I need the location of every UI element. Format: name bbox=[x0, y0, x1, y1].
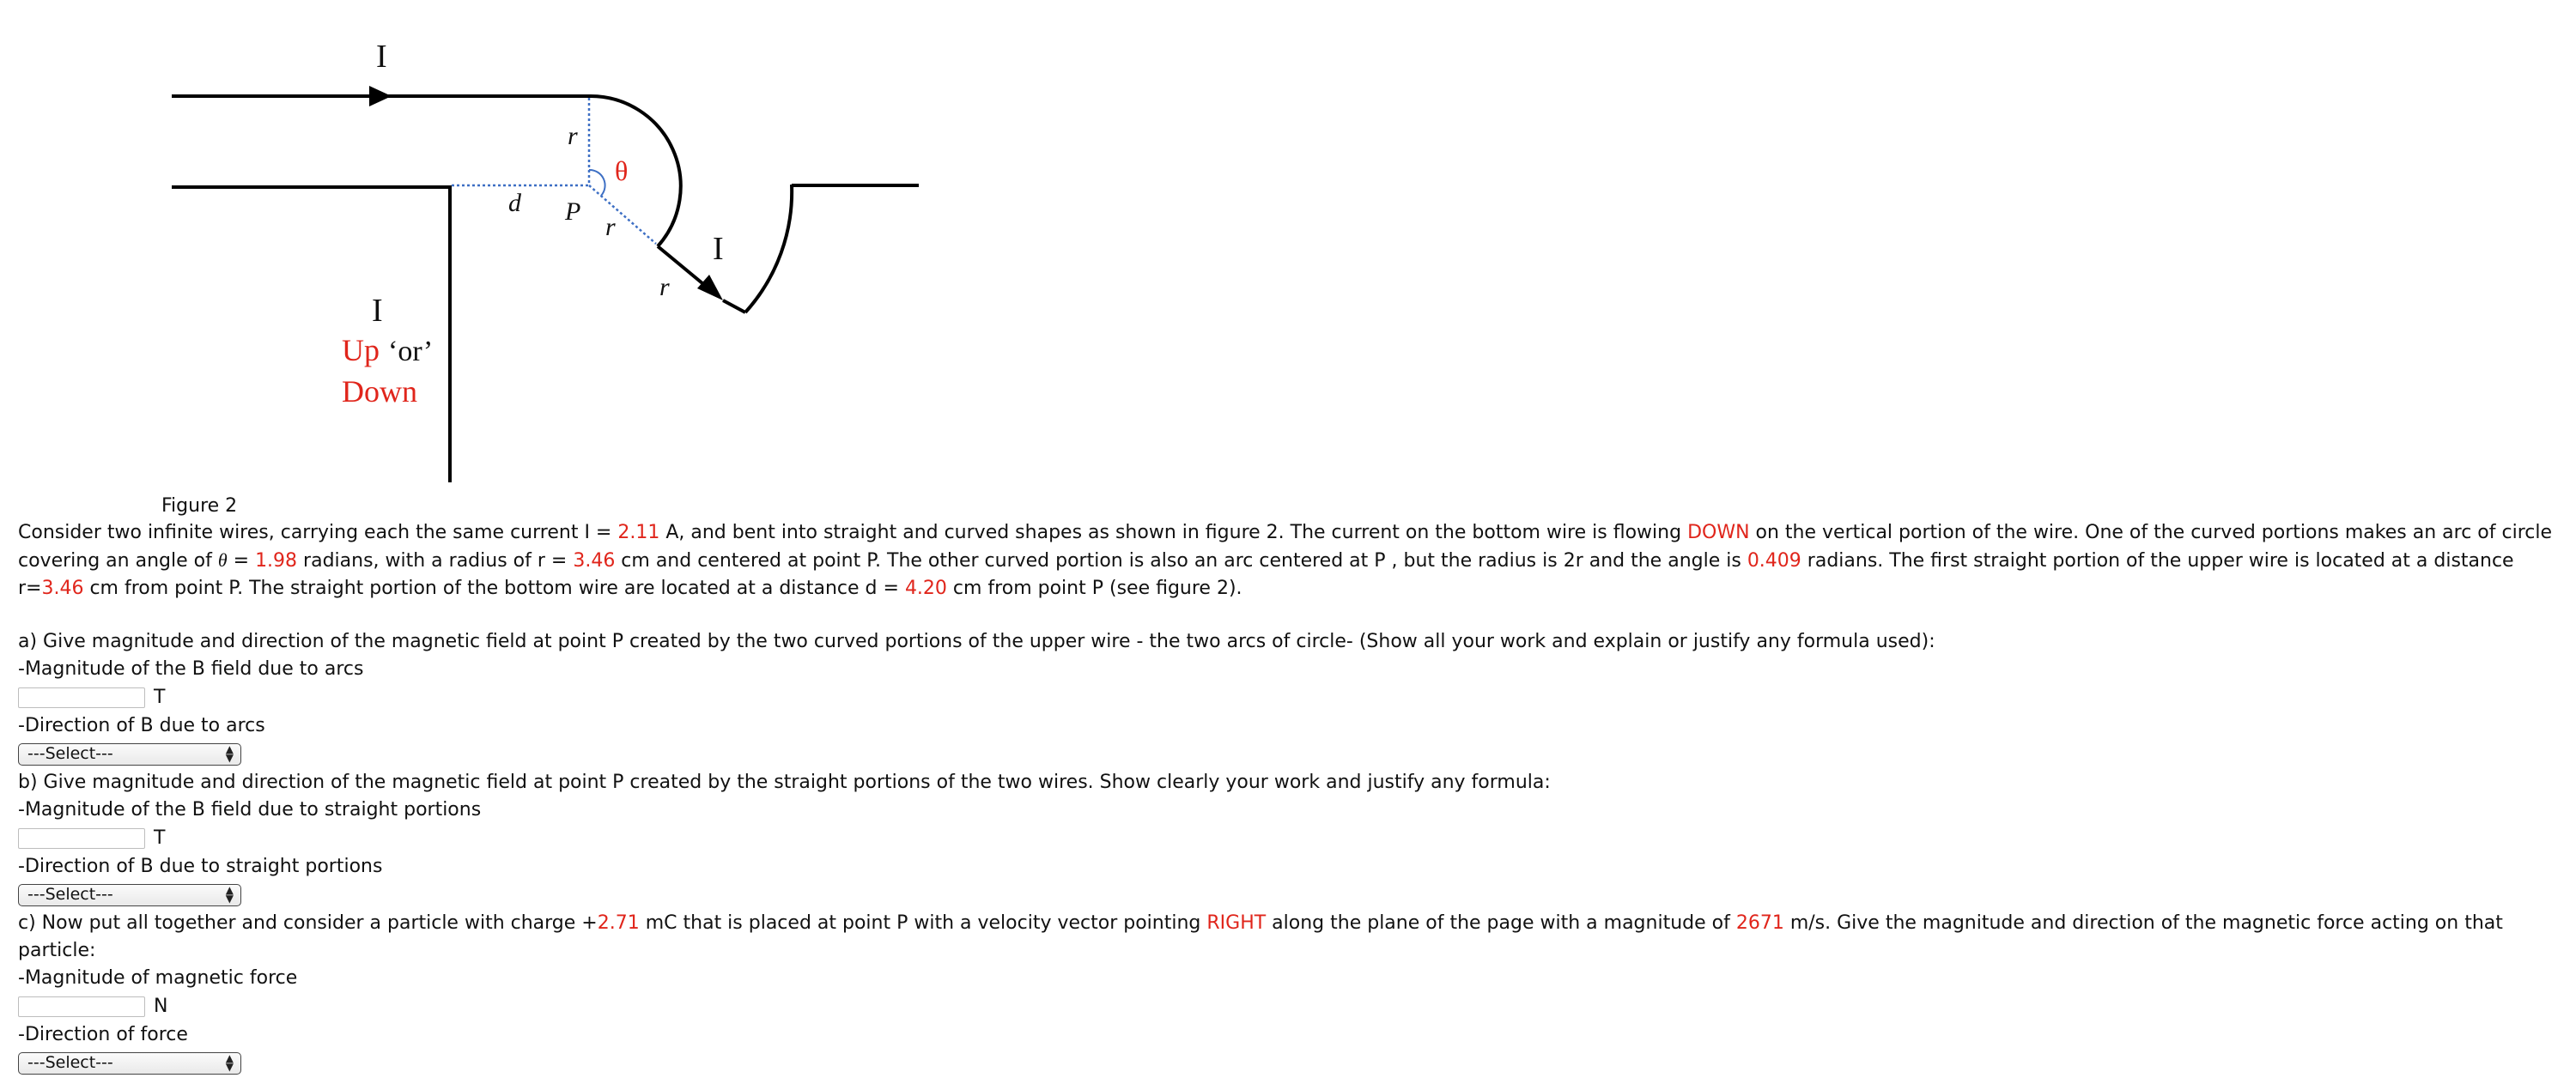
select-arrows-icon: ▲ ▼ bbox=[225, 884, 234, 905]
part-c-question: c) Now put all together and consider a particle with charge +2.71 mC that is placed at point P with a velocity vector pointing RIGHT along the plane of the page with a magnitude of 2671 m/s. Give the magnitude and direction of the magnetic force acting on that particle: bbox=[18, 912, 2503, 961]
part-a-magnitude-label: -Magnitude of the B field due to arcs bbox=[18, 658, 364, 680]
label-down: Down bbox=[342, 374, 417, 409]
part-b-magnitude-label: -Magnitude of the B field due to straight portions bbox=[18, 799, 482, 821]
angle2-value: 0.409 bbox=[1747, 550, 1801, 572]
part-c-unit: N bbox=[154, 996, 168, 1017]
radius2-value: 3.46 bbox=[41, 578, 84, 599]
label-r-lower: r bbox=[659, 273, 670, 301]
part-b-direction-select[interactable]: ---Select--- ▲ ▼ bbox=[18, 884, 241, 906]
select-arrows-icon: ▲ ▼ bbox=[225, 1052, 234, 1073]
part-b-magnitude-input[interactable] bbox=[18, 828, 145, 849]
part-a-direction-select[interactable]: ---Select--- ▲ ▼ bbox=[18, 743, 241, 766]
part-c-direction-select[interactable]: ---Select--- ▲ ▼ bbox=[18, 1052, 241, 1075]
theta-arc bbox=[589, 170, 605, 196]
theta-value: 1.98 bbox=[255, 550, 298, 572]
upper-wire-arc-2r bbox=[745, 185, 792, 312]
select-arrows-icon: ▲ ▼ bbox=[225, 743, 234, 764]
radius-value: 3.46 bbox=[573, 550, 616, 572]
label-current-bottom: I bbox=[372, 293, 383, 329]
problem-statement: Consider two infinite wires, carrying each the same current I = 2.11 A, and bent into straight and curved shapes as shown in figure 2. The current on the bottom wire is flowing DOWN on the vertical portion of the wire. One of the curved portions makes an arc of circle covering an angle of θ = 1.98 radians, with a radius of r = 3.46 cm and centered at point P. The other curved portion is also an arc centered at P , but the radius is 2r and the angle is 0.409 radians. The first straight portion of the upper wire is located at a distance r=3.46 cm from point P. The straight portion of the bottom wire are located at a distance d = 4.20 cm from point P (see figure 2). bbox=[18, 522, 2552, 599]
figure-caption: Figure 2 bbox=[161, 495, 238, 517]
label-current-right: I bbox=[713, 231, 724, 267]
radial-current-arrow bbox=[697, 275, 723, 300]
part-c-magnitude-input[interactable] bbox=[18, 996, 145, 1017]
label-or: ‘or’ bbox=[388, 336, 434, 367]
part-a-unit: T bbox=[154, 687, 166, 708]
part-a-magnitude-input[interactable] bbox=[18, 687, 145, 708]
label-current-top: I bbox=[376, 39, 387, 75]
current-value: 2.11 bbox=[617, 522, 660, 543]
label-r-vertical: r bbox=[568, 122, 578, 150]
label-d: d bbox=[508, 189, 521, 217]
label-r-diag: r bbox=[605, 213, 616, 241]
r-diag-dotted-line bbox=[589, 185, 656, 244]
problem-content bbox=[18, 519, 2560, 1078]
label-up: Up bbox=[342, 333, 380, 367]
part-a-direction-label: -Direction of B due to arcs bbox=[18, 715, 265, 736]
part-b-unit: T bbox=[154, 827, 166, 849]
part-c-direction-label: -Direction of force bbox=[18, 1024, 188, 1045]
figure-2-diagram bbox=[0, 0, 945, 498]
charge-value: 2.71 bbox=[597, 912, 640, 934]
velocity-direction: RIGHT bbox=[1206, 912, 1267, 934]
current-direction: DOWN bbox=[1687, 522, 1750, 543]
label-theta: θ bbox=[615, 155, 629, 186]
speed-value: 2671 bbox=[1735, 912, 1784, 934]
upper-current-arrow bbox=[369, 86, 392, 106]
part-b-direction-label: -Direction of B due to straight portions bbox=[18, 856, 383, 877]
part-a-question: a) Give magnitude and direction of the magnetic field at point P created by the two curved portions of the upper wire - the two arcs of circle- (Show all your work and explain or justify any formula used): bbox=[18, 631, 1935, 652]
part-b-question: b) Give magnitude and direction of the magnetic field at point P created by the straight portions of the two wires. Show clearly your work and justify any formula: bbox=[18, 772, 1551, 793]
part-c-magnitude-label: -Magnitude of magnetic force bbox=[18, 967, 298, 989]
upper-wire-arc-r bbox=[591, 96, 681, 246]
d-value: 4.20 bbox=[904, 578, 947, 599]
label-P: P bbox=[565, 197, 581, 226]
